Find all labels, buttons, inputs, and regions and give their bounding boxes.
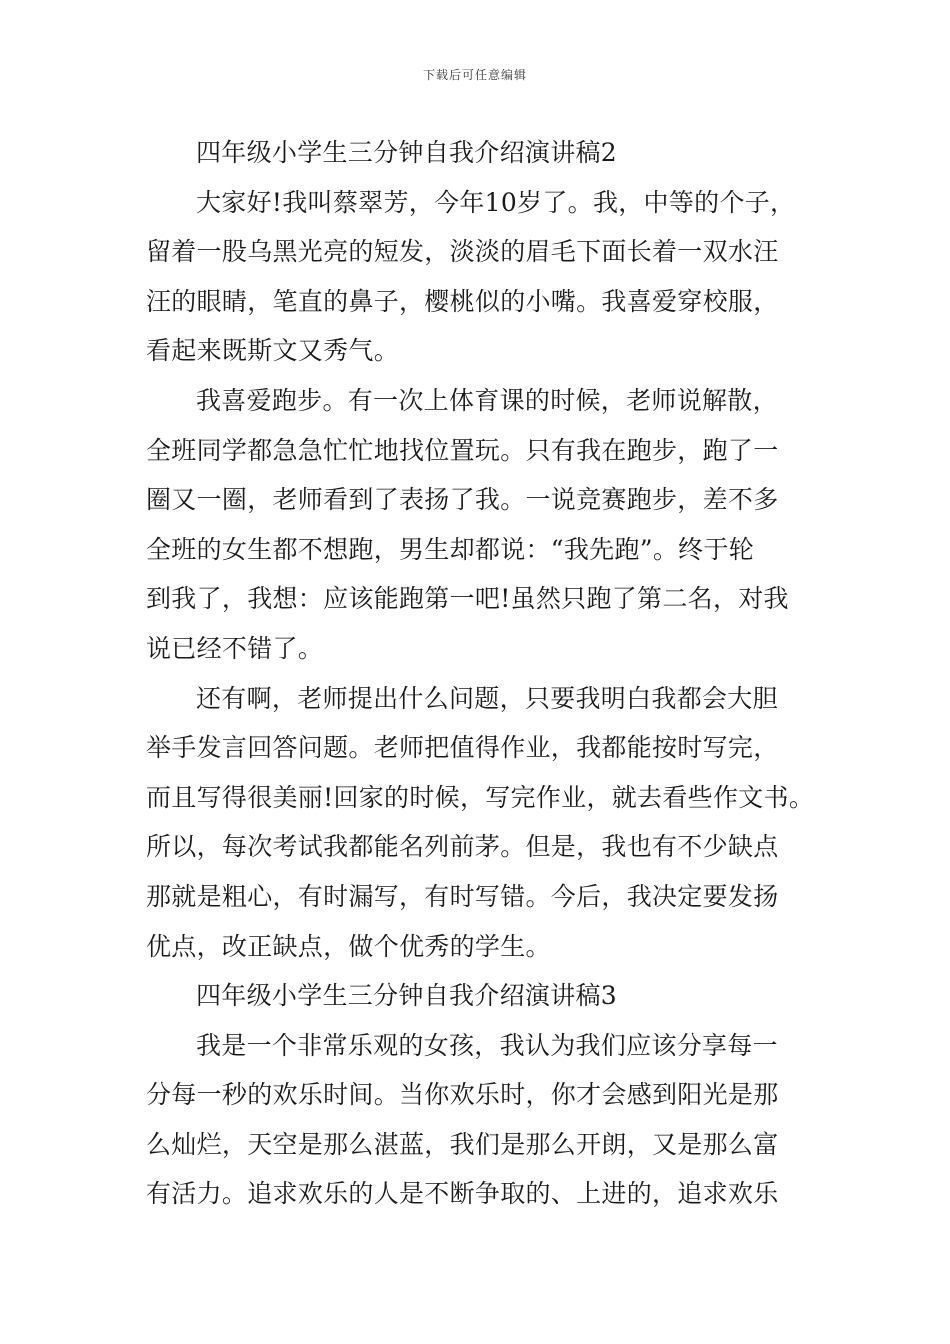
paragraph-running (146, 376, 810, 674)
text-line: 那就是粗心，有时漏写，有时写错。今后，我决定要发扬 (146, 881, 779, 911)
paragraph-study (146, 674, 815, 972)
paragraph-intro (146, 178, 810, 376)
text-line: 举手发言回答问题。老师把值得作业，我都能按时写完， (146, 733, 779, 763)
document-body (146, 128, 815, 1219)
text-line: 而且写得很美丽!回家的时候，写完作业，就去看些作文书。 (146, 782, 815, 812)
text-line: 汪的眼睛，笔直的鼻子，樱桃似的小嘴。我喜爱穿校服， (146, 286, 779, 316)
text-line: 分每一秒的欢乐时间。当你欢乐时，你才会感到阳光是那 (146, 1080, 779, 1110)
section-heading-3 (146, 971, 810, 1021)
text-line: 四年级小学生三分钟自我介绍演讲稿2 (196, 138, 618, 167)
text-line: 我喜爱跑步。有一次上体育课的时候，老师说解散， (196, 385, 778, 415)
header-note: 下载后可任意编辑 (422, 68, 527, 82)
text-line: 留着一股乌黑光亮的短发，淡淡的眉毛下面长着一双水汪 (146, 237, 779, 267)
text-line: 到我了，我想：应该能跑第一吧!虽然只跑了第二名，对我 (146, 584, 789, 614)
text-line: 所以，每次考试我都能名列前茅。但是，我也有不少缺点 (146, 832, 779, 862)
text-line: 说已经不错了。 (146, 633, 324, 663)
text-line: 四年级小学生三分钟自我介绍演讲稿3 (196, 981, 618, 1011)
text-line: 全班的女生都不想跑，男生却都说：“我先跑”。终于轮 (146, 534, 755, 564)
text-line: 我是一个非常乐观的女孩，我认为我们应该分享每一 (196, 1030, 778, 1060)
paragraph-optimism (146, 1021, 810, 1219)
text-line: 大家好!我叫蔡翠芳，今年10岁了。我，中等的个子， (196, 187, 796, 217)
text-line: 有活力。追求欢乐的人是不断争取的、上进的，追求欢乐 (146, 1179, 779, 1209)
section-heading-2 (146, 128, 810, 178)
text-line: 么灿烂，天空是那么湛蓝，我们是那么开朗，又是那么富 (146, 1129, 779, 1159)
text-line: 看起来既斯文又秀气。 (146, 336, 400, 366)
text-line: 优点，改正缺点，做个优秀的学生。 (146, 931, 551, 961)
text-line: 圈又一圈，老师看到了表扬了我。一说竞赛跑步，差不多 (146, 485, 779, 515)
text-line: 全班同学都急急忙忙地找位置玩。只有我在跑步，跑了一 (146, 435, 779, 465)
text-line: 还有啊，老师提出什么问题，只要我明白我都会大胆 (196, 683, 778, 713)
